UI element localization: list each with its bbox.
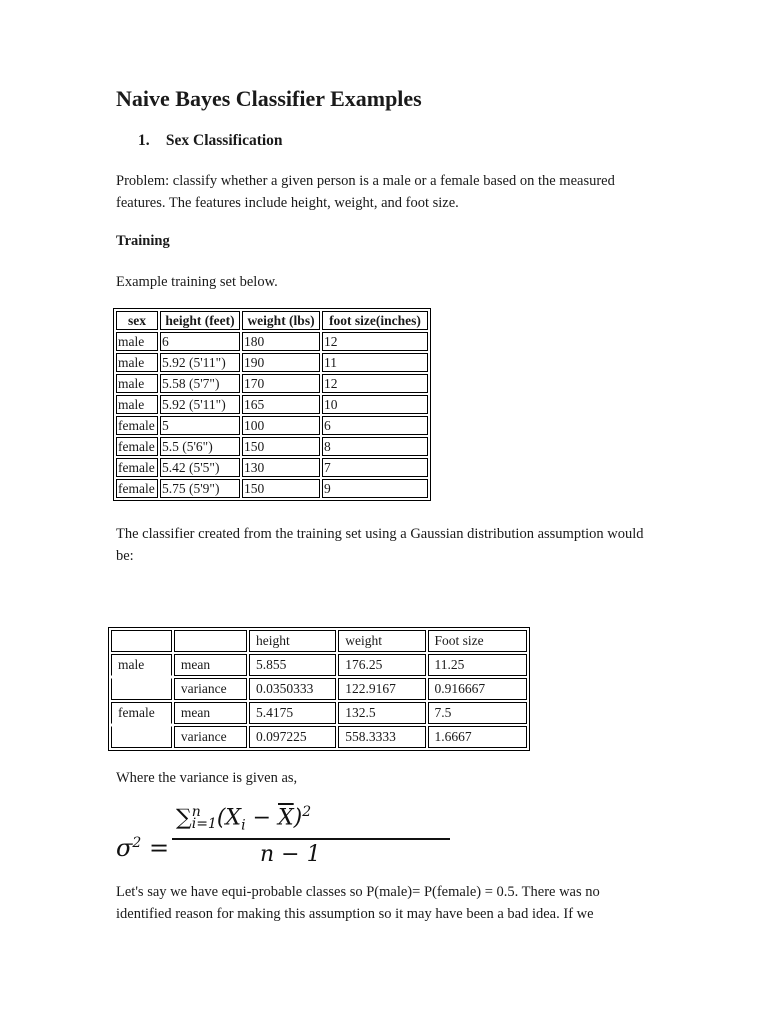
table-cell: 165: [242, 395, 320, 414]
table-cell: 122.9167: [338, 678, 425, 700]
table-cell: 12: [322, 332, 428, 351]
formula-denominator: n − 1: [260, 842, 321, 867]
table-cell: 5.92 (5'11"): [160, 353, 240, 372]
table-cell: 0.916667: [428, 678, 527, 700]
table-cell: 0.097225: [249, 726, 336, 748]
table-row: [111, 678, 527, 700]
column-header-height: height: [249, 630, 336, 652]
table-cell: 5.5 (5'6"): [160, 437, 240, 456]
table-row: [116, 374, 428, 393]
table-cell: 6: [322, 416, 428, 435]
table-row: [116, 332, 428, 351]
table-cell: female: [116, 437, 158, 456]
column-header-height: height (feet): [160, 311, 240, 330]
table-cell: 170: [242, 374, 320, 393]
empty-cell: [174, 630, 247, 652]
table-cell: 5.58 (5'7"): [160, 374, 240, 393]
table-cell: 11.25: [428, 654, 527, 676]
table-row: [116, 458, 428, 477]
table-cell: male: [116, 332, 158, 351]
table-row: [111, 702, 527, 724]
page-title: Naive Bayes Classifier Examples: [116, 86, 422, 111]
table-cell: male: [116, 374, 158, 393]
table-cell: female: [116, 479, 158, 498]
empty-cell: [111, 630, 172, 652]
column-header-foot-size: foot size(inches): [322, 311, 428, 330]
table-cell: 12: [322, 374, 428, 393]
formula-lhs: $\sigma^2$ =: [116, 834, 170, 862]
table-row: [111, 726, 527, 748]
table-cell: female: [116, 416, 158, 435]
training-table-header-row: [116, 311, 428, 330]
table-row: [116, 395, 428, 414]
table-cell: 6: [160, 332, 240, 351]
column-header-weight: weight: [338, 630, 425, 652]
table-cell: 130: [242, 458, 320, 477]
table-cell: 150: [242, 437, 320, 456]
column-header-foot-size: Foot size: [428, 630, 527, 652]
column-header-weight: weight (lbs): [242, 311, 320, 330]
table-cell: 7: [322, 458, 428, 477]
table-cell: 100: [242, 416, 320, 435]
stat-label: mean: [174, 702, 247, 724]
table-cell: 150: [242, 479, 320, 498]
fraction-bar: [172, 838, 450, 840]
table-cell: 5.92 (5'11"): [160, 395, 240, 414]
table-cell: 5.855: [249, 654, 336, 676]
classifier-paragraph: The classifier created from the training set using a Gaussian distribution assumption would be:: [116, 526, 644, 564]
classifier-header-row: [111, 630, 527, 652]
column-header-sex: sex: [116, 311, 158, 330]
table-cell: 0.0350333: [249, 678, 336, 700]
variance-paragraph: Where the variance is given as,: [116, 770, 298, 786]
table-cell: male: [116, 353, 158, 372]
table-cell: 180: [242, 332, 320, 351]
table-cell: 11: [322, 353, 428, 372]
stat-label: variance: [174, 726, 247, 748]
training-heading: Training: [116, 233, 170, 249]
training-intro: Example training set below.: [116, 274, 278, 290]
table-cell: 1.6667: [428, 726, 527, 748]
table-row: [111, 654, 527, 676]
table-cell: 5: [160, 416, 240, 435]
table-row: [116, 353, 428, 372]
table-cell: 8: [322, 437, 428, 456]
class-label-female: female: [111, 702, 172, 724]
table-row: [116, 479, 428, 498]
table-cell: 190: [242, 353, 320, 372]
table-cell: 5.75 (5'9"): [160, 479, 240, 498]
table-cell: female: [116, 458, 158, 477]
prior-paragraph: Let's say we have equi-probable classes so P(male)= P(female) = 0.5. There was no identified reason for making this assumption so it may have been a bad idea. If we: [116, 884, 600, 922]
stat-label: mean: [174, 654, 247, 676]
table-cell: 558.3333: [338, 726, 425, 748]
problem-paragraph: Problem: classify whether a given person is a male or a female based on the measured features. The features include height, weight, and foot size.: [116, 173, 615, 211]
table-cell: 9: [322, 479, 428, 498]
training-table: [113, 308, 431, 501]
table-row: [116, 437, 428, 456]
formula-numerator: ∑ n i=1 $(X_i - \overline{X})^2$: [176, 804, 312, 834]
empty-cell: [111, 678, 172, 700]
table-cell: male: [116, 395, 158, 414]
table-cell: 176.25: [338, 654, 425, 676]
table-cell: 7.5: [428, 702, 527, 724]
table-cell: 5.4175: [249, 702, 336, 724]
table-cell: 10: [322, 395, 428, 414]
stat-label: variance: [174, 678, 247, 700]
table-cell: 5.42 (5'5"): [160, 458, 240, 477]
table-row: [116, 416, 428, 435]
table-cell: 132.5: [338, 702, 425, 724]
section-number: 1.: [138, 132, 150, 149]
classifier-table: [108, 627, 530, 751]
empty-cell: [111, 726, 172, 748]
section-heading: [138, 132, 283, 150]
class-label-male: male: [111, 654, 172, 676]
section-title: Sex Classification: [165, 132, 283, 149]
